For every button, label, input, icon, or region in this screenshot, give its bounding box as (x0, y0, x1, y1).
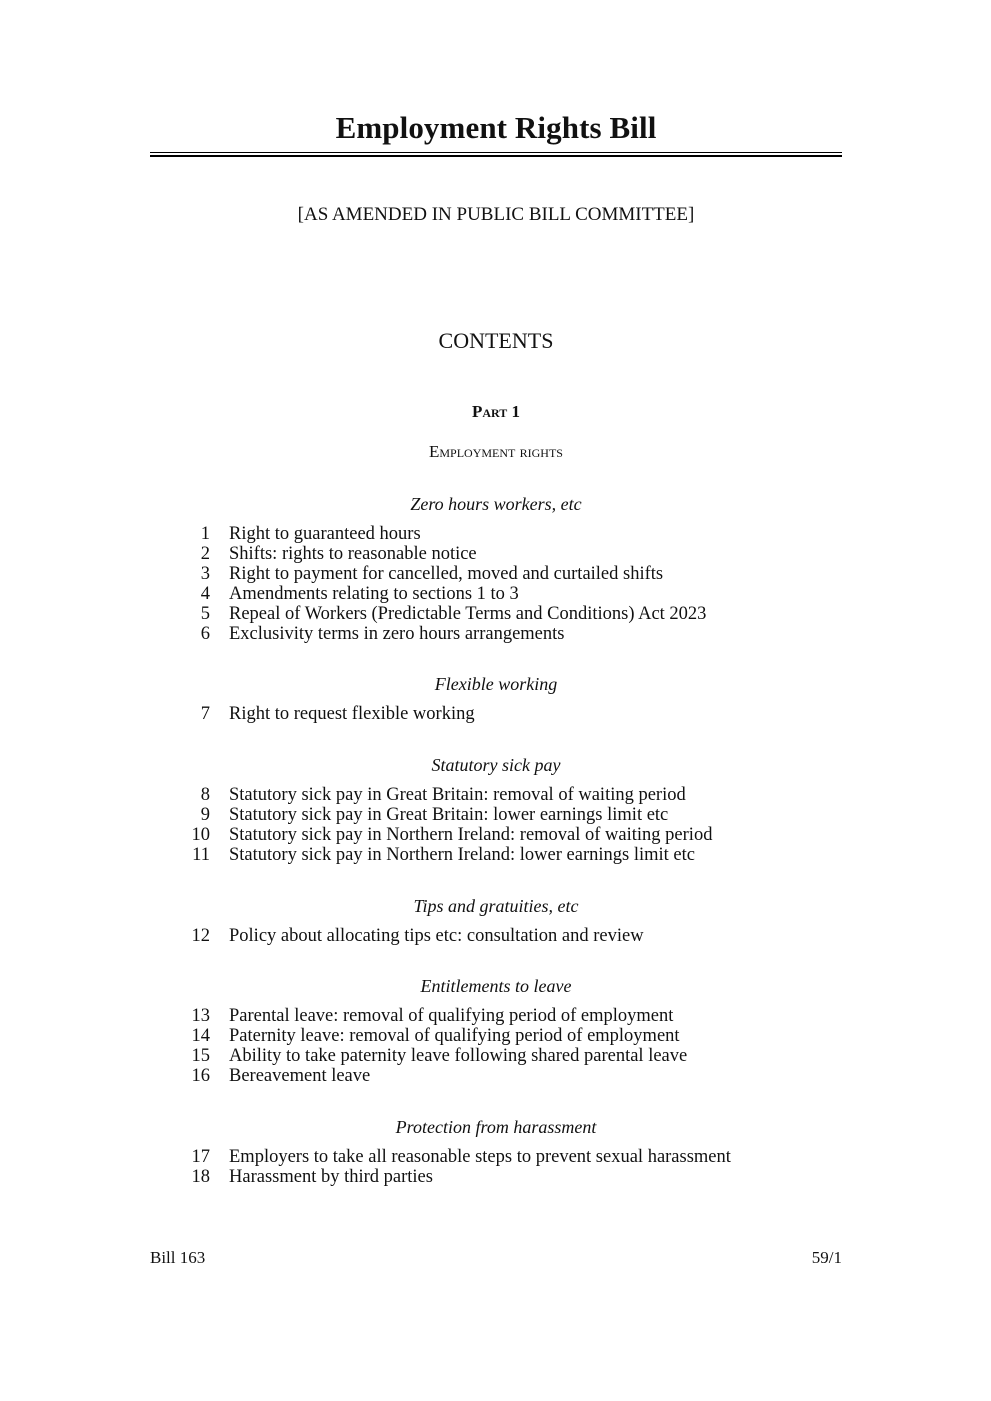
contents-heading: CONTENTS (438, 328, 554, 353)
section-title: Statutory sick pay in Northern Ireland: removal of waiting period (229, 825, 713, 845)
section-number: 2 (200, 544, 210, 564)
section-title: Statutory sick pay in Northern Ireland: lower earnings limit etc (229, 845, 695, 865)
group-heading: Entitlements to leave (420, 976, 572, 996)
part-label: Part 1 (471, 402, 521, 421)
contents-entry[interactable] (150, 1066, 842, 1086)
section-number: 7 (200, 704, 210, 724)
contents-group-leave (150, 976, 842, 1086)
section-number: 14 (191, 1026, 210, 1046)
section-title: Harassment by third parties (229, 1167, 433, 1187)
section-number: 1 (200, 524, 210, 544)
contents-entry[interactable] (150, 1006, 842, 1026)
section-title: Right to payment for cancelled, moved and curtailed shifts (229, 564, 664, 584)
section-title: Statutory sick pay in Great Britain: lower earnings limit etc (229, 805, 669, 825)
contents-group-harassment (150, 1117, 842, 1187)
bill-number: Bill 163 (150, 1248, 206, 1267)
contents-entry[interactable] (150, 604, 842, 624)
section-title: Amendments relating to sections 1 to 3 (229, 584, 519, 604)
section-number: 12 (191, 926, 210, 946)
contents-entry[interactable] (150, 1046, 842, 1066)
section-title: Bereavement leave (229, 1066, 371, 1086)
section-title: Shifts: rights to reasonable notice (229, 544, 477, 564)
section-number: 11 (192, 845, 210, 865)
page-reference: 59/1 (811, 1248, 842, 1267)
contents-entry[interactable] (150, 1167, 842, 1187)
section-number: 6 (200, 624, 210, 644)
section-number: 5 (200, 604, 210, 624)
section-number: 16 (191, 1066, 210, 1086)
section-title: Ability to take paternity leave following shared parental leave (229, 1046, 688, 1066)
contents-entry[interactable] (150, 584, 842, 604)
section-number: 8 (200, 785, 210, 805)
section-title: Parental leave: removal of qualifying period of employment (229, 1006, 674, 1026)
section-number: 9 (200, 805, 210, 825)
contents-group-tips (150, 896, 842, 946)
section-number: 13 (191, 1006, 210, 1026)
contents-entry[interactable] (150, 785, 842, 805)
contents-entry[interactable] (150, 544, 842, 564)
section-number: 15 (191, 1046, 210, 1066)
section-title: Policy about allocating tips etc: consultation and review (229, 926, 644, 946)
section-title: Statutory sick pay in Great Britain: removal of waiting period (229, 785, 686, 805)
section-number: 17 (191, 1147, 210, 1167)
section-number: 3 (200, 564, 210, 584)
section-title: Right to request flexible working (229, 704, 475, 724)
group-heading: Flexible working (434, 674, 558, 694)
section-title: Employers to take all reasonable steps to prevent sexual harassment (229, 1147, 731, 1167)
group-heading: Tips and gratuities, etc (413, 896, 579, 916)
section-title: Exclusivity terms in zero hours arrangements (229, 624, 565, 644)
contents-entry[interactable] (150, 704, 842, 724)
contents-entry[interactable] (150, 1147, 842, 1167)
title-rule-thick (150, 155, 842, 157)
document-title: Employment Rights Bill (335, 110, 657, 145)
part-title: Employment rights (429, 442, 563, 461)
section-title: Paternity leave: removal of qualifying period of employment (229, 1026, 680, 1046)
contents-entry[interactable] (150, 926, 842, 946)
section-number: 4 (200, 584, 210, 604)
group-heading: Protection from harassment (395, 1117, 597, 1137)
contents-entry[interactable] (150, 1026, 842, 1046)
contents-group-zero-hours (150, 494, 842, 644)
contents-entry[interactable] (150, 825, 842, 845)
group-heading: Zero hours workers, etc (410, 494, 582, 514)
contents-entry[interactable] (150, 524, 842, 544)
document-subtitle: [AS AMENDED IN PUBLIC BILL COMMITTEE] (297, 204, 695, 225)
contents-entry[interactable] (150, 624, 842, 644)
section-title: Repeal of Workers (Predictable Terms and Conditions) Act 2023 (229, 604, 707, 624)
section-number: 18 (191, 1167, 210, 1187)
contents-entry[interactable] (150, 564, 842, 584)
title-rule-thin (150, 152, 842, 153)
section-number: 10 (191, 825, 210, 845)
contents-entry[interactable] (150, 805, 842, 825)
contents-group-flexible-working (150, 674, 842, 724)
contents-group-statutory-sick-pay (150, 755, 842, 865)
section-title: Right to guaranteed hours (229, 524, 421, 544)
contents-entry[interactable] (150, 845, 842, 865)
document-page (150, 0, 842, 1401)
group-heading: Statutory sick pay (431, 755, 561, 775)
